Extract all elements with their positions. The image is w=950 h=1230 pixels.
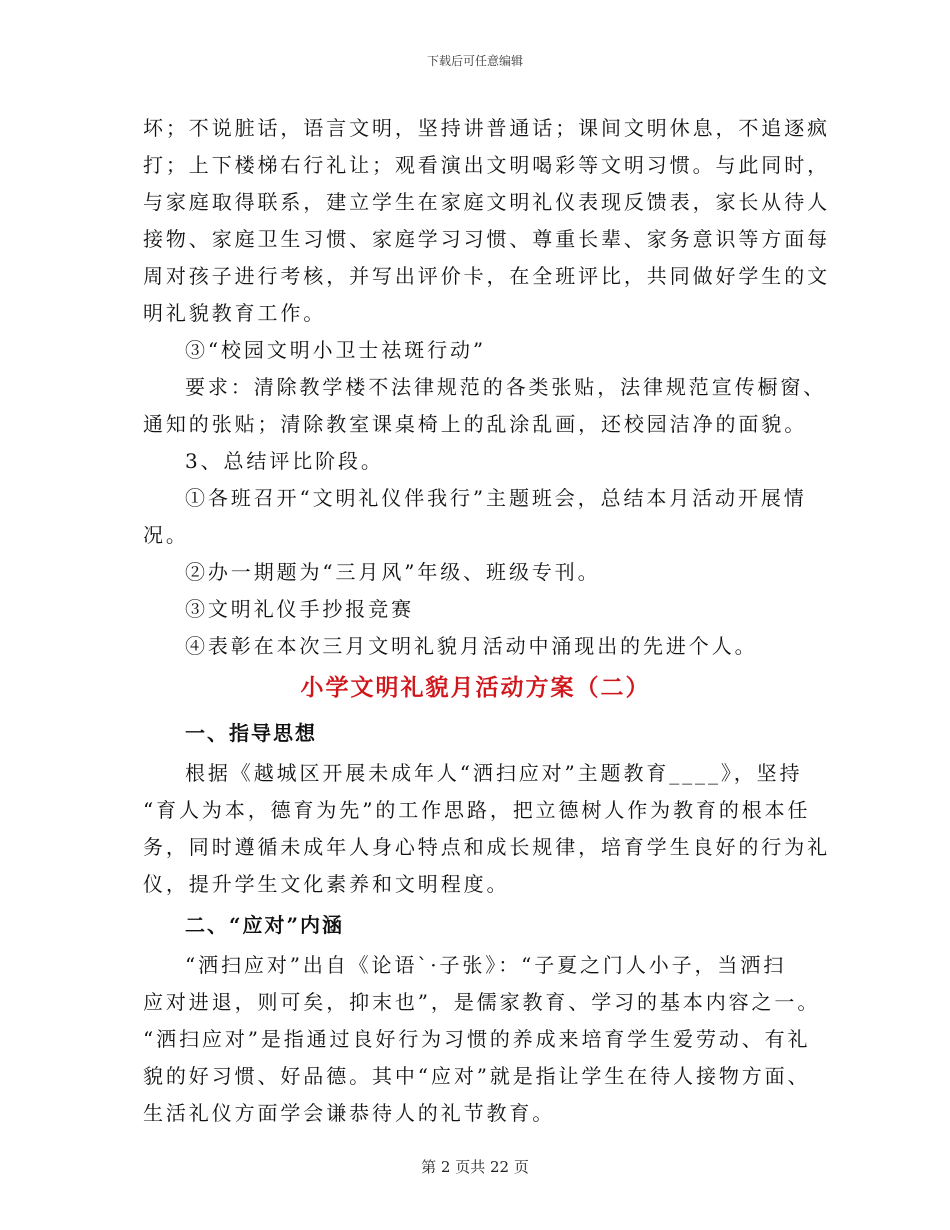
text-line: 打；上下楼梯右行礼让；观看演出文明喝彩等文明习惯。与此同时， (143, 153, 830, 177)
text-line: 要求：清除教学楼不法律规范的各类张贴，法律规范宣传橱窗、 (185, 375, 827, 399)
section-title: 小学文明礼貌月活动方案（二） (300, 674, 651, 701)
text-line: “洒扫应对”是指通过良好行为习惯的养成来培育学生爱劳动、有礼 (143, 1027, 811, 1051)
text-line: 周对孩子进行考核，并写出评价卡，在全班评比，共同做好学生的文 (143, 264, 830, 288)
document-body (143, 110, 830, 1132)
list-item: ④表彰在本次三月文明礼貌月活动中涌现出的先进个人。 (185, 634, 758, 658)
text-line: 务，同时遵循未成年人身心特点和成长规律，培育学生良好的行为礼 (143, 835, 830, 859)
list-item: ②办一期题为“三月风”年级、班级专刊。 (185, 560, 601, 584)
text-line: 应对进退，则可矣，抑末也”，是儒家教育、学习的基本内容之一。 (143, 990, 821, 1014)
text-line: 接物、家庭卫生习惯、家庭学习习惯、尊重长辈、家务意识等方面每 (143, 227, 830, 251)
text-line: 况。 (143, 523, 189, 547)
text-line: 坏；不说脏话，语言文明，坚持讲普通话；课间文明休息，不追逐疯 (143, 116, 830, 140)
section-heading: 二、“应对”内涵 (185, 913, 345, 937)
text-line: 与家庭取得联系，建立学生在家庭文明礼仪表现反馈表，家长从待人 (143, 190, 830, 214)
list-item: ③文明礼仪手抄报竞赛 (185, 597, 414, 621)
text-line: “育人为本，德育为先”的工作思路，把立德树人作为教育的根本任 (143, 798, 811, 822)
page-header: 下载后可任意编辑 (426, 54, 523, 68)
list-item: ①各班召开“文明礼仪伴我行”主题班会，总结本月活动开展情 (185, 486, 807, 510)
text-line: “洒扫应对”出自《论语`·子张》：“子夏之门人小子，当洒扫 (185, 953, 787, 977)
text-line: 仪，提升学生文化素养和文明程度。 (143, 872, 510, 896)
stage-heading: 3、总结评比阶段。 (185, 449, 384, 473)
section-heading: 一、指导思想 (185, 721, 317, 745)
text-line: 通知的张贴；清除教室课桌椅上的乱涂乱画，还校园洁净的面貌。 (143, 412, 808, 436)
text-line: 生活礼仪方面学会谦恭待人的礼节教育。 (143, 1101, 556, 1125)
page-number: 第 2 页共 22 页 (421, 1158, 529, 1176)
text-line: 根据《越城区开展未成年人“洒扫应对”主题教育____》，坚持 (185, 761, 803, 785)
list-item-title: ③“校园文明小卫士祛斑行动” (185, 338, 487, 362)
text-line: 貌的好习惯、好品德。其中“应对”就是指让学生在待人接物方面、 (143, 1064, 811, 1088)
text-line: 明礼貌教育工作。 (143, 301, 327, 325)
